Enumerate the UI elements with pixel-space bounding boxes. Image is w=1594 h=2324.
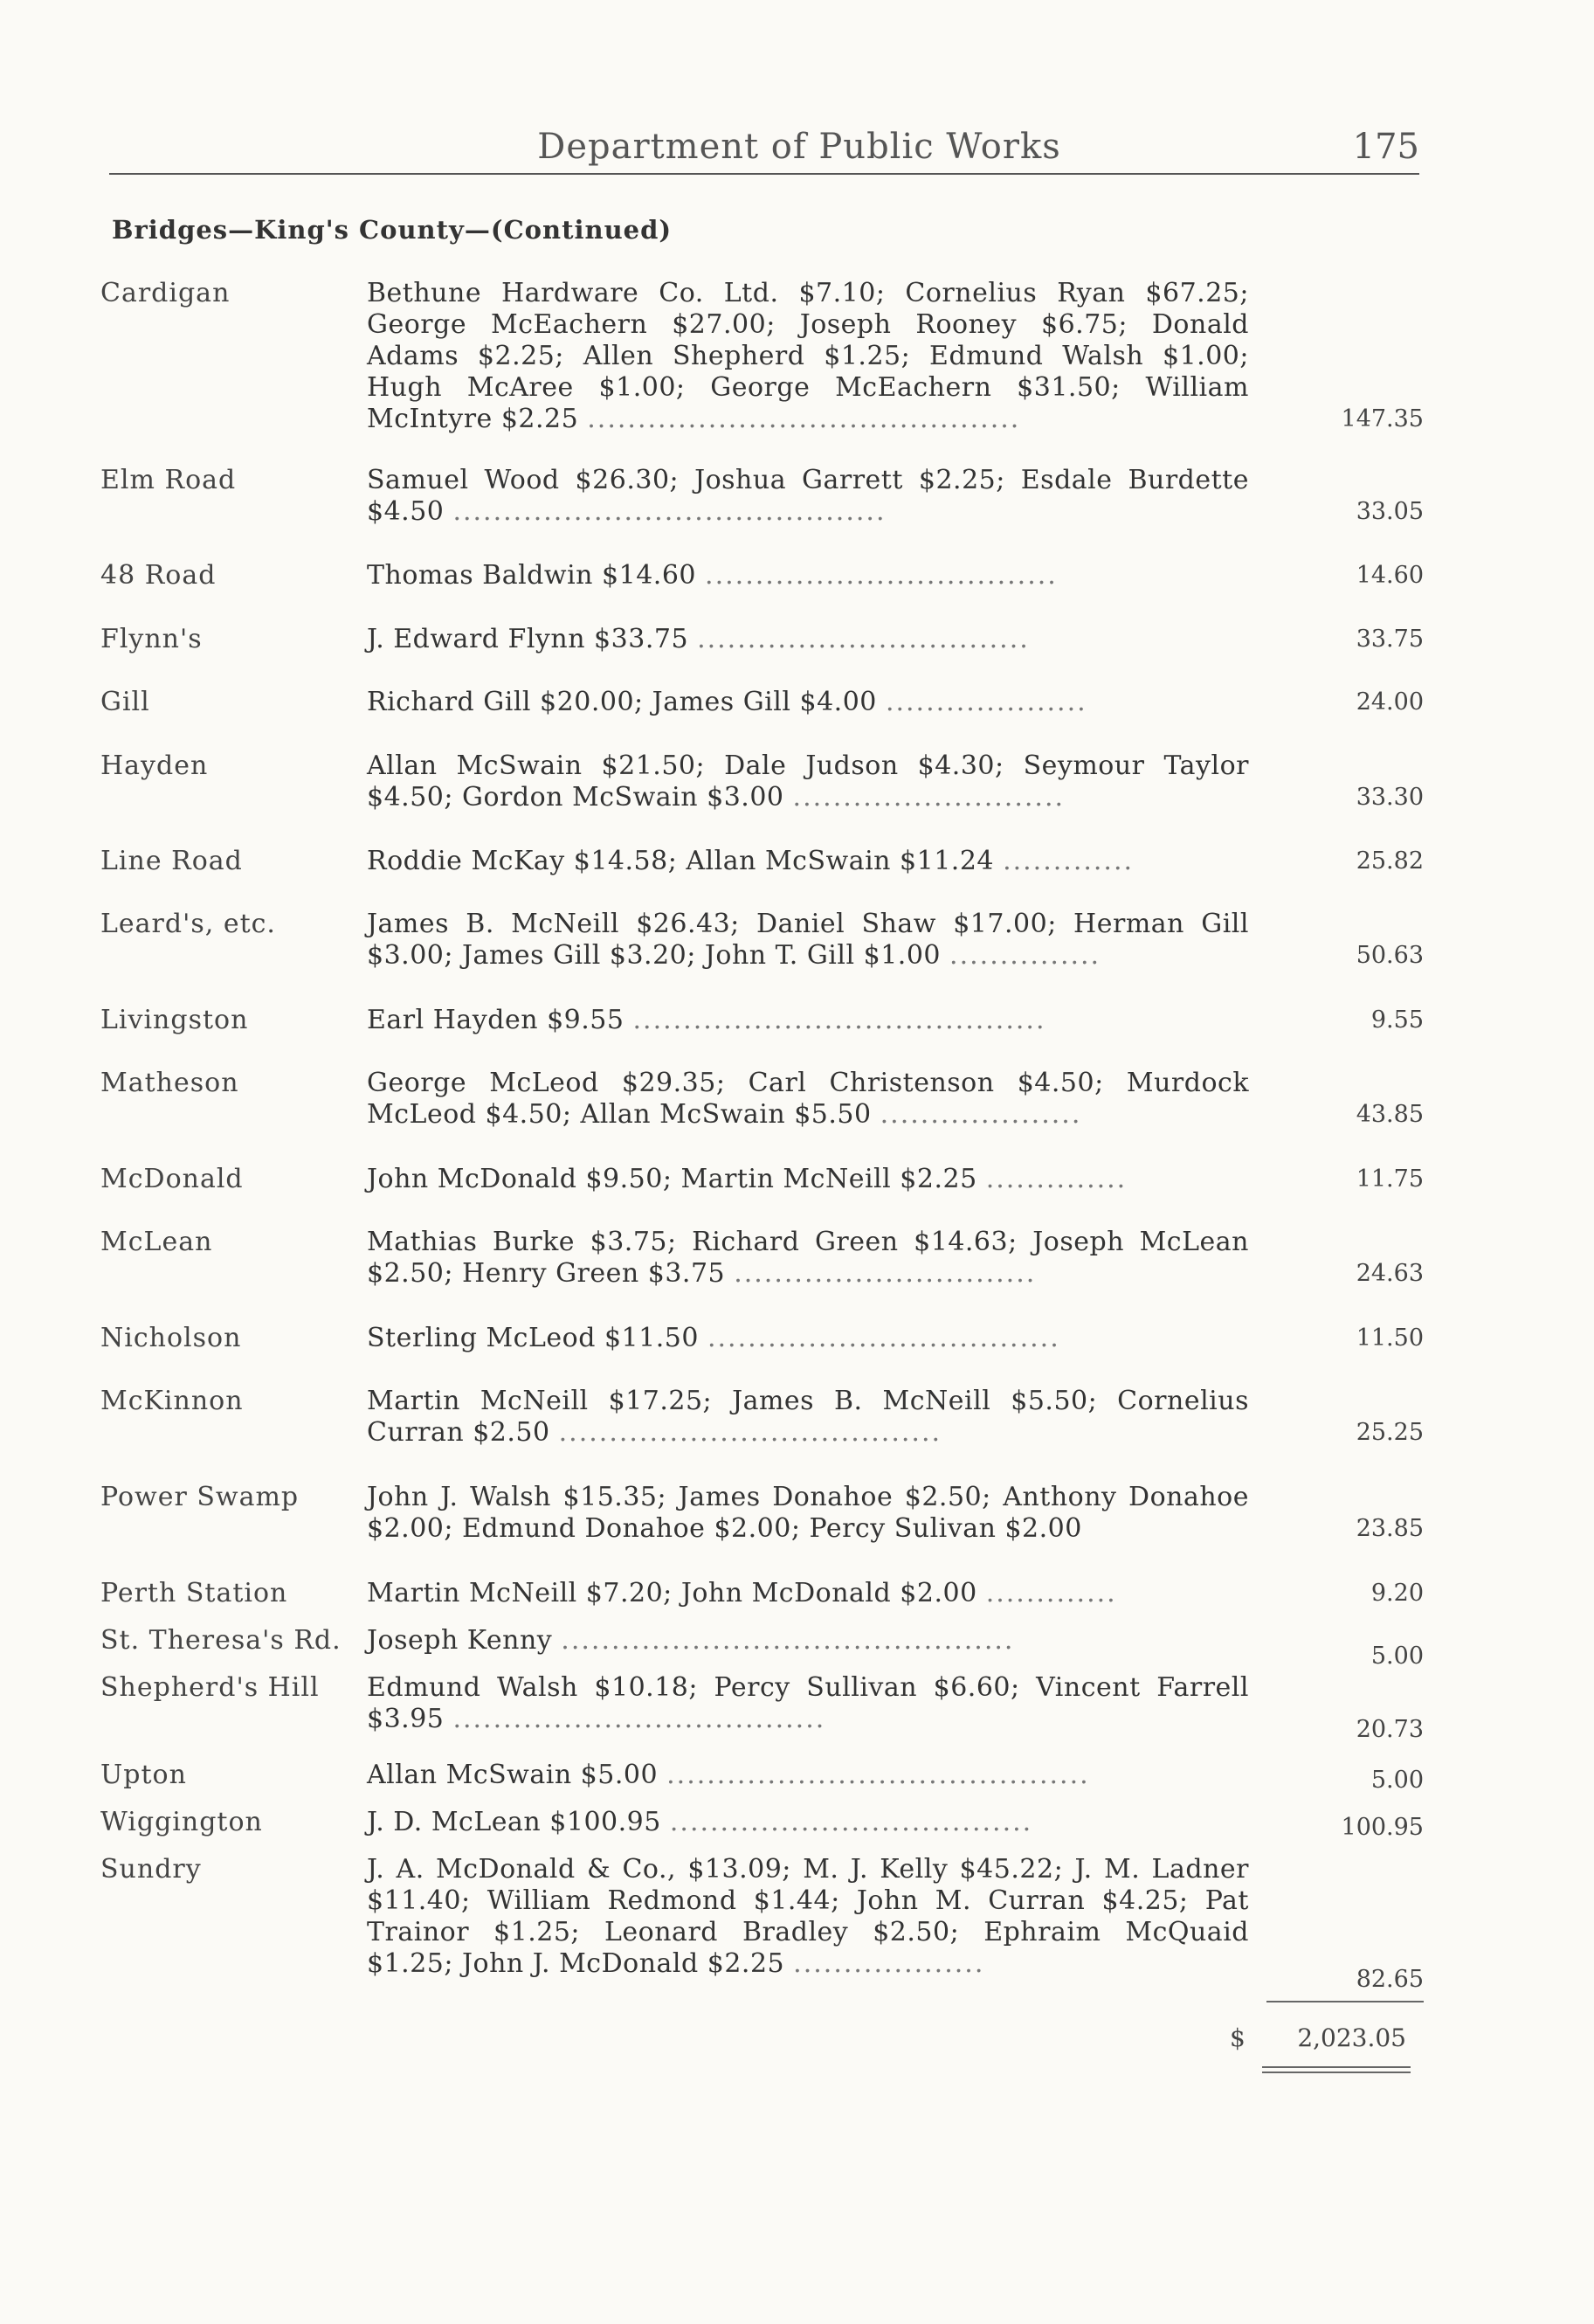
entry-amount: 33.30 bbox=[1356, 784, 1424, 811]
entry-details: Allan McSwain $5.00 .......................................... bbox=[367, 1760, 1090, 1790]
entry-amount: 5.00 bbox=[1370, 1643, 1424, 1670]
section-title: Bridges—King's County—(Continued) bbox=[112, 215, 673, 245]
entry-details: Roddie McKay $14.58; Allan McSwain $11.24 ............. bbox=[367, 846, 1135, 876]
entry-details: Edmund Walsh $10.18; Percy Sullivan $6.60; Vincent Farrell $3.95 ..................................... bbox=[367, 1672, 1249, 1734]
entry-details: Richard Gill $20.00; James Gill $4.00 .................... bbox=[367, 687, 1087, 717]
entry-location: McLean bbox=[100, 1227, 213, 1257]
entry-details: James B. McNeill $26.43; Daniel Shaw $17.00; Herman Gill $3.00; James Gill $3.20; John T. Gill $1.00 ............... bbox=[367, 909, 1249, 971]
entry-details: Sterling McLeod $11.50 ................................... bbox=[367, 1323, 1060, 1353]
entry-details: Samuel Wood $26.30; Joshua Garrett $2.25; Esdale Burdette $4.50 ........................................... bbox=[367, 465, 1249, 527]
entry-details: Thomas Baldwin $14.60 ................................... bbox=[367, 560, 1058, 591]
entry-amount: 23.85 bbox=[1356, 1515, 1424, 1542]
entry-details: Allan McSwain $21.50; Dale Judson $4.30; Seymour Taylor $4.50; Gordon McSwain $3.00 ........................... bbox=[367, 750, 1249, 813]
entry-location: 48 Road bbox=[100, 560, 217, 591]
total-rule bbox=[1266, 2001, 1424, 2002]
entry-amount: 24.00 bbox=[1356, 688, 1424, 716]
entry-location: Livingston bbox=[100, 1005, 249, 1035]
entry-amount: 33.75 bbox=[1356, 626, 1424, 653]
entry-details: J. D. McLean $100.95 .................................... bbox=[367, 1807, 1033, 1837]
entry-details: Martin McNeill $7.20; John McDonald $2.00 ............. bbox=[367, 1578, 1117, 1608]
entry-amount: 11.75 bbox=[1356, 1165, 1424, 1193]
entry-amount: 82.65 bbox=[1356, 1966, 1424, 1993]
entry-location: McKinnon bbox=[100, 1386, 244, 1416]
entry-amount: 9.20 bbox=[1370, 1580, 1424, 1607]
entry-amount: 25.82 bbox=[1356, 847, 1424, 875]
entry-location: Sundry bbox=[100, 1854, 202, 1885]
entry-location: Perth Station bbox=[100, 1578, 288, 1608]
entry-location: Gill bbox=[100, 687, 150, 717]
entry-details: John McDonald $9.50; Martin McNeill $2.25 .............. bbox=[367, 1164, 1128, 1194]
entry-amount: 147.35 bbox=[1341, 405, 1424, 432]
entry-location: Shepherd's Hill bbox=[100, 1672, 320, 1703]
entry-amount: 25.25 bbox=[1356, 1419, 1424, 1446]
entry-details: Joseph Kenny ............................................. bbox=[367, 1625, 1015, 1656]
entry-location: Wiggington bbox=[100, 1807, 263, 1837]
page-number: 175 bbox=[1352, 127, 1419, 167]
entry-amount: 9.55 bbox=[1370, 1006, 1424, 1034]
entry-location: St. Theresa's Rd. bbox=[100, 1625, 342, 1656]
entry-location: Cardigan bbox=[100, 278, 231, 308]
entry-location: Line Road bbox=[100, 846, 243, 876]
page-header bbox=[109, 122, 1419, 175]
entry-details: J. A. McDonald & Co., $13.09; M. J. Kelly $45.22; J. M. Ladner $11.40; William Redmond $1.44; John M. Curran $4.25; Pat Trainor $1.25; Leonard Bradley $2.50; Ephraim McQuaid $1.25; John J. McDonald $2.25 ................... bbox=[367, 1854, 1249, 1979]
entry-details: Bethune Hardware Co. Ltd. $7.10; Cornelius Ryan $67.25; George McEachern $27.00; Joseph Rooney $6.75; Donald Adams $2.25; Allen Shepherd $1.25; Edmund Walsh $1.00; Hugh McAree $1.00; George McEachern $31.50; William McIntyre $2.25 ........................................... bbox=[367, 278, 1249, 434]
entry-amount: 11.50 bbox=[1356, 1325, 1424, 1352]
entry-details: George McLeod $29.35; Carl Christenson $4.50; Murdock McLeod $4.50; Allan McSwain $5.50 .................... bbox=[367, 1068, 1249, 1130]
entry-amount: 5.00 bbox=[1370, 1767, 1424, 1794]
entry-amount: 20.73 bbox=[1356, 1716, 1424, 1743]
entry-amount: 14.60 bbox=[1356, 562, 1424, 589]
entry-location: Hayden bbox=[100, 750, 209, 781]
entry-details: Martin McNeill $17.25; James B. McNeill $5.50; Cornelius Curran $2.50 ...................................... bbox=[367, 1386, 1249, 1448]
entry-location: Matheson bbox=[100, 1068, 239, 1098]
entry-amount: 100.95 bbox=[1341, 1814, 1424, 1841]
total-double-rule bbox=[1262, 2072, 1411, 2073]
entry-location: Leard's, etc. bbox=[100, 909, 276, 939]
entry-location: Flynn's bbox=[100, 624, 203, 654]
total-amount: 2,023.05 bbox=[1297, 2023, 1406, 2052]
entry-amount: 50.63 bbox=[1356, 942, 1424, 969]
total-currency: $ bbox=[1230, 2023, 1246, 2052]
entry-details: J. Edward Flynn $33.75 ................................. bbox=[367, 624, 1030, 654]
entry-location: Upton bbox=[100, 1760, 187, 1790]
entry-location: Nicholson bbox=[100, 1323, 242, 1353]
entry-location: McDonald bbox=[100, 1164, 244, 1194]
entry-details: Earl Hayden $9.55 ......................................... bbox=[367, 1005, 1046, 1035]
entry-details: Mathias Burke $3.75; Richard Green $14.63; Joseph McLean $2.50; Henry Green $3.75 .............................. bbox=[367, 1227, 1249, 1289]
entry-details: John J. Walsh $15.35; James Donahoe $2.50; Anthony Donahoe $2.00; Edmund Donahoe $2.00; Percy Sulivan $2.00 bbox=[367, 1482, 1249, 1544]
entry-amount: 43.85 bbox=[1356, 1101, 1424, 1128]
total-double-rule bbox=[1262, 2066, 1411, 2068]
entry-amount: 24.63 bbox=[1356, 1260, 1424, 1287]
page-title: Department of Public Works bbox=[537, 127, 1061, 167]
header-rule bbox=[109, 173, 1419, 175]
entry-amount: 33.05 bbox=[1356, 498, 1424, 525]
entry-location: Elm Road bbox=[100, 465, 237, 495]
entry-location: Power Swamp bbox=[100, 1482, 300, 1512]
